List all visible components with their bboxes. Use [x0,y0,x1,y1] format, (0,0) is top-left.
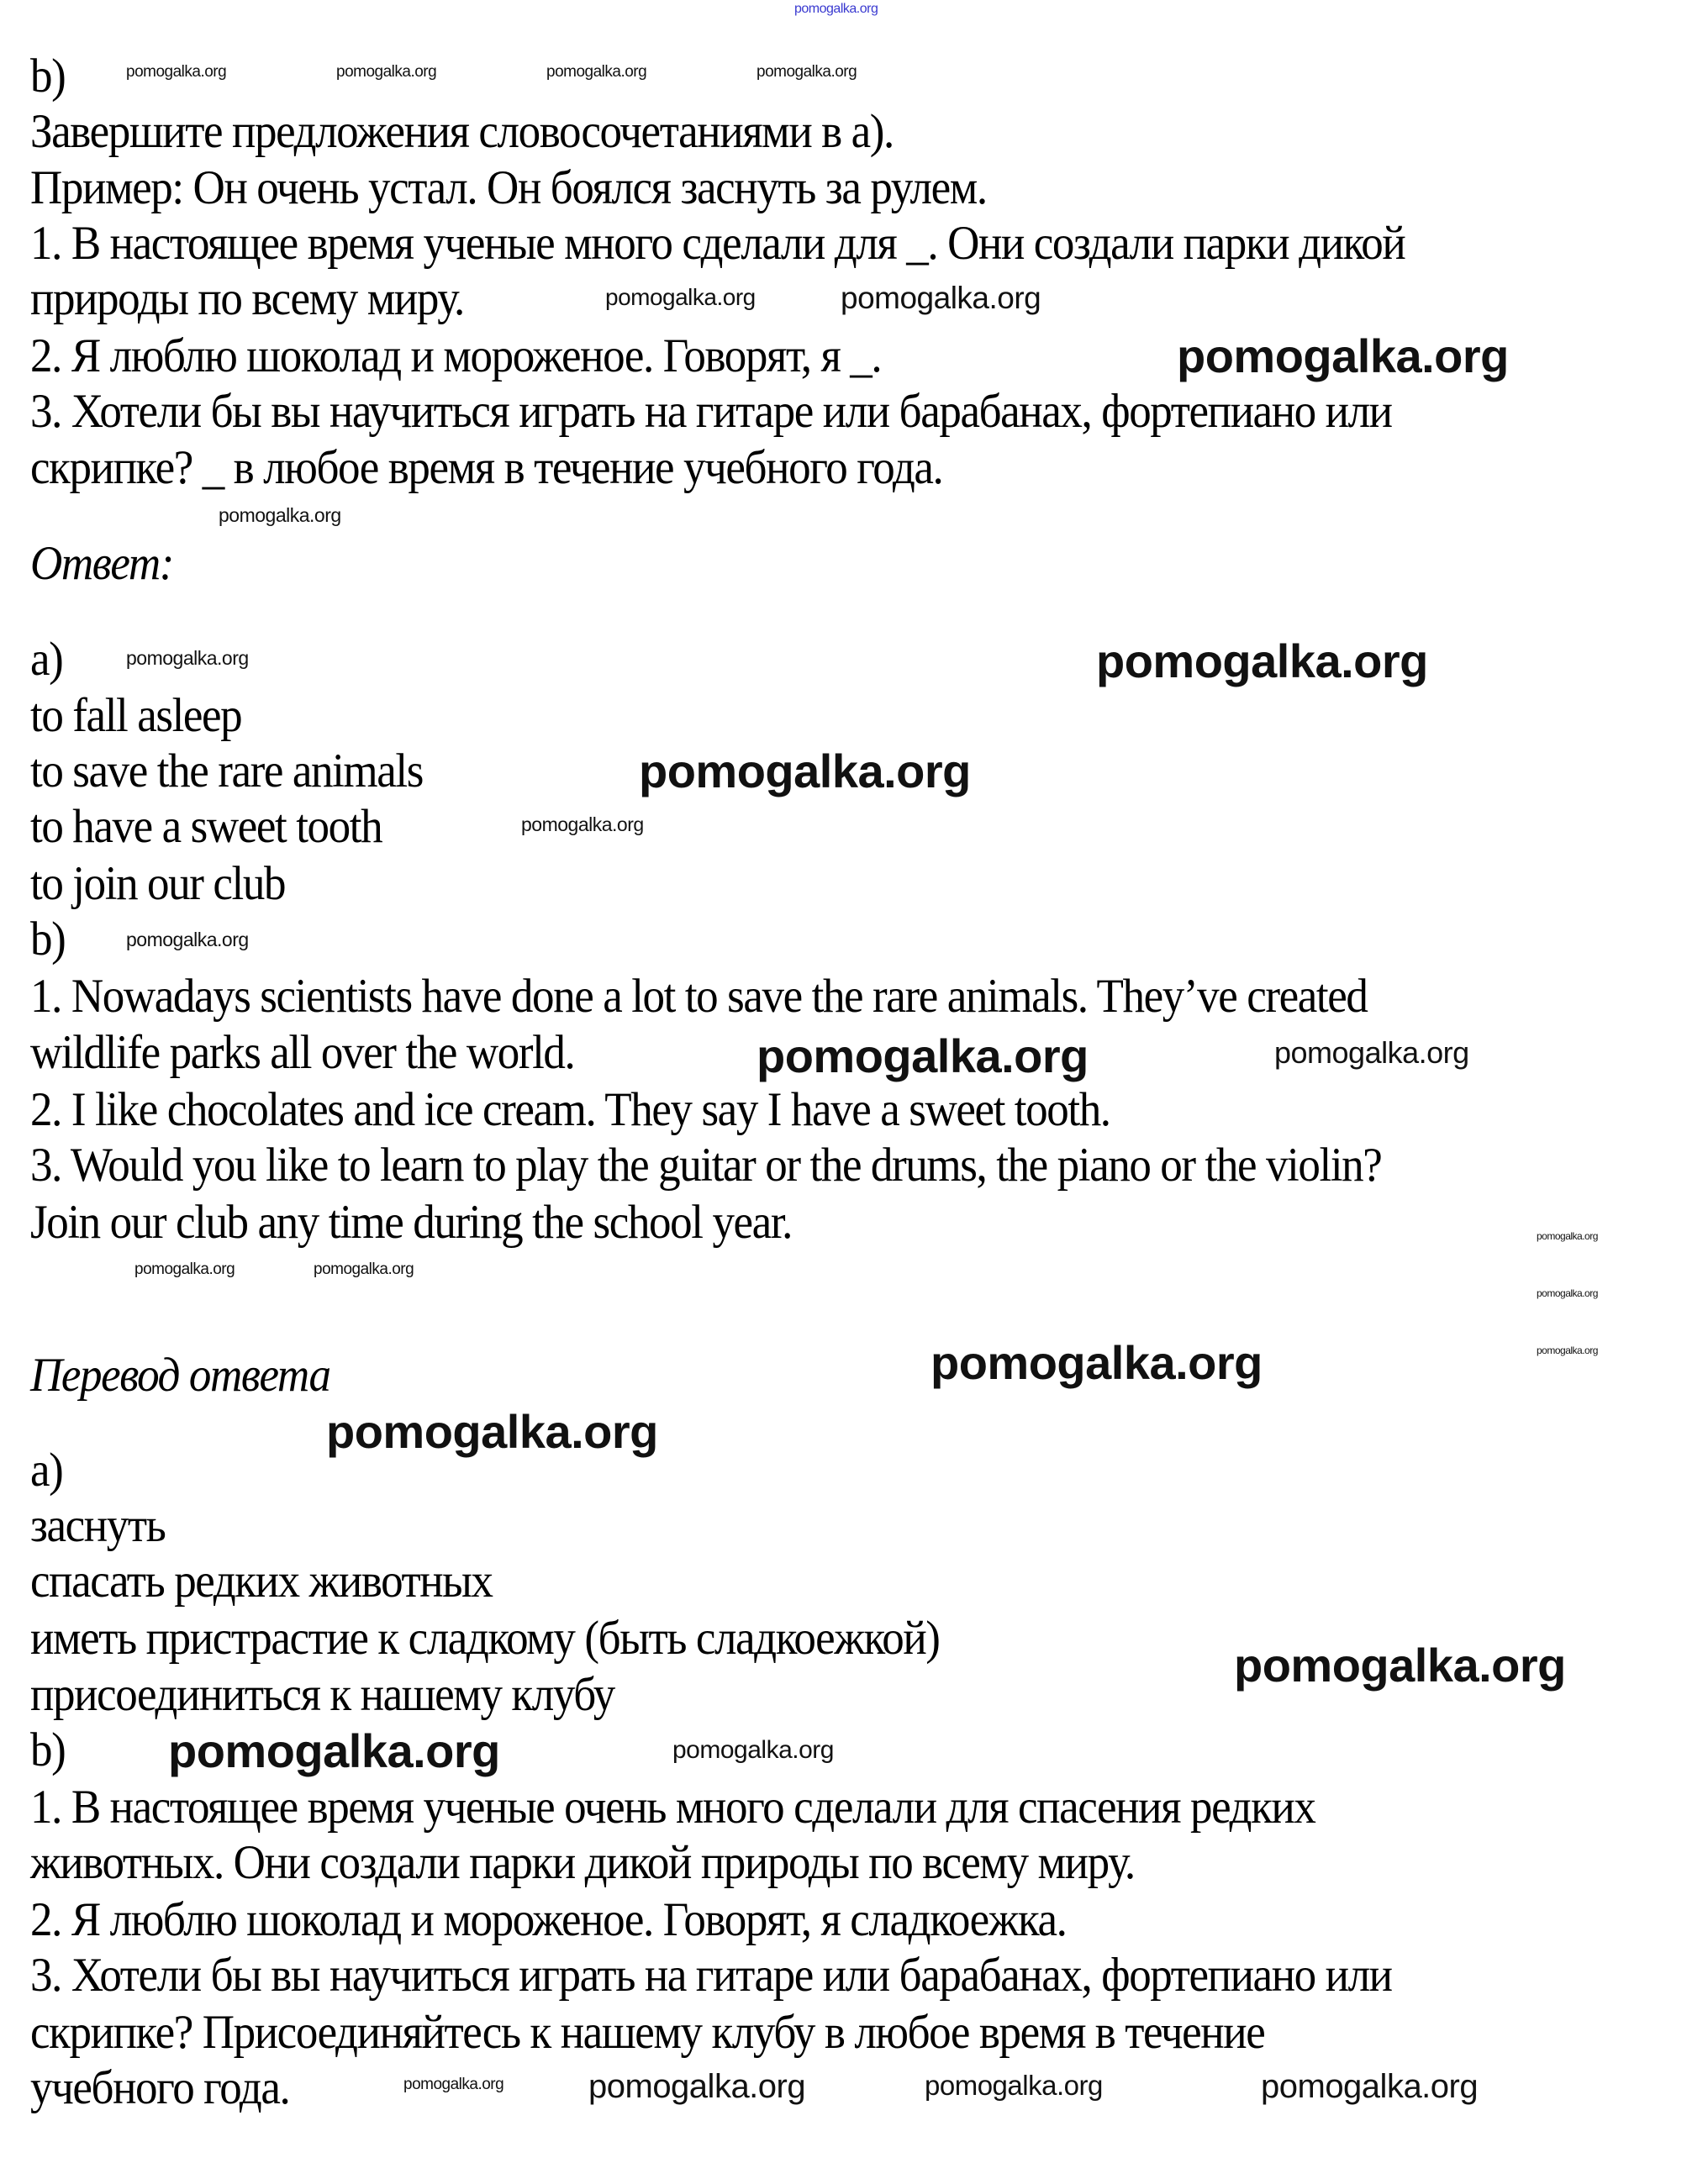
watermark: pomogalka.org [1537,1345,1598,1356]
watermark: pomogalka.org [126,647,249,669]
task-line: 3. Хотели бы вы научиться играть на гитаре или барабанах, фортепиано или [30,385,1392,438]
watermark: pomogalka.org [521,813,644,835]
translation-heading: Перевод ответа [30,1349,330,1402]
watermark: pomogalka.org [126,63,227,81]
watermark: pomogalka.org [672,1736,834,1764]
translation-b-line: 2. Я люблю шоколад и мороженое. Говорят, я сладкоежка. [30,1893,1067,1946]
watermark: pomogalka.org [126,929,249,950]
watermark: pomogalka.org [546,63,647,81]
answer-b-label: b) [30,913,66,966]
watermark: pomogalka.org [757,1029,1089,1082]
translation-a-item: заснуть [30,1499,166,1552]
answer-b-line: wildlife parks all over the world. [30,1026,575,1079]
watermark: pomogalka.org [841,281,1041,315]
translation-b-line: животных. Они создали парки дикой природы по всему миру. [30,1836,1135,1889]
watermark: pomogalka.org [1537,1287,1598,1299]
watermark: pomogalka.org [925,2070,1103,2101]
translation-a-item: спасать редких животных [30,1555,493,1608]
watermark: pomogalka.org [219,504,341,526]
answer-heading: Ответ: [30,537,173,590]
translation-a-item: иметь пристрастие к сладкому (быть сладкоежкой) [30,1612,940,1665]
translation-b-line: 1. В настоящее время ученые очень много сделали для спасения редких [30,1781,1315,1834]
translation-b-label: b) [30,1724,66,1776]
answer-a-item: to fall asleep [30,689,242,742]
watermark: pomogalka.org [403,2076,504,2093]
watermark: pomogalka.org [314,1260,414,1278]
watermark: pomogalka.org [336,63,437,81]
watermark: pomogalka.org [930,1336,1263,1389]
watermark: pomogalka.org [1234,1639,1566,1692]
watermark: pomogalka.org [605,284,756,310]
translation-b-line: учебного года. [30,2061,290,2114]
translation-b-line: 3. Хотели бы вы научиться играть на гитаре или барабанах, фортепиано или [30,1949,1392,2002]
watermark: pomogalka.org [757,63,857,81]
task-line: скрипке? _ в любое время в течение учебного года. [30,441,943,494]
task-line: природы по всему миру. [30,272,464,325]
watermark: pomogalka.org [326,1405,658,1458]
translation-b-line: скрипке? Присоединяйтесь к нашему клубу в любое время в течение [30,2006,1265,2059]
answer-b-line: 2. I like chocolates and ice cream. They say I have a sweet tooth. [30,1083,1110,1136]
watermark: pomogalka.org [1274,1035,1469,1070]
watermark: pomogalka.org [639,745,971,797]
task-example: Пример: Он очень устал. Он боялся заснуть за рулем. [30,161,987,214]
watermark: pomogalka.org [794,2,878,16]
watermark: pomogalka.org [1096,634,1428,687]
watermark: pomogalka.org [168,1724,500,1777]
answer-a-label: a) [30,633,63,686]
watermark: pomogalka.org [134,1260,235,1278]
task-line: 1. В настоящее время ученые много сделали для _. Они создали парки дикой [30,217,1405,270]
watermark: pomogalka.org [1537,1230,1598,1242]
watermark: pomogalka.org [588,2068,806,2105]
task-instruction: Завершите предложения словосочетаниями в а). [30,105,894,158]
answer-a-item: to join our club [30,857,286,910]
translation-a-item: присоединиться к нашему клубу [30,1668,614,1721]
answer-b-line: Join our club any time during the school year. [30,1196,793,1249]
watermark: pomogalka.org [1261,2068,1479,2105]
watermark: pomogalka.org [1177,329,1509,382]
answer-a-item: to have a sweet tooth [30,800,382,853]
answer-b-line: 3. Would you like to learn to play the guitar or the drums, the piano or the violin? [30,1139,1382,1192]
translation-a-label: a) [30,1444,63,1497]
answer-a-item: to save the rare animals [30,745,423,797]
task-line: 2. Я люблю шоколад и мороженое. Говорят, я _. [30,329,882,382]
task-label: b) [30,50,66,103]
answer-b-line: 1. Nowadays scientists have done a lot to save the rare animals. They’ve created [30,970,1368,1023]
